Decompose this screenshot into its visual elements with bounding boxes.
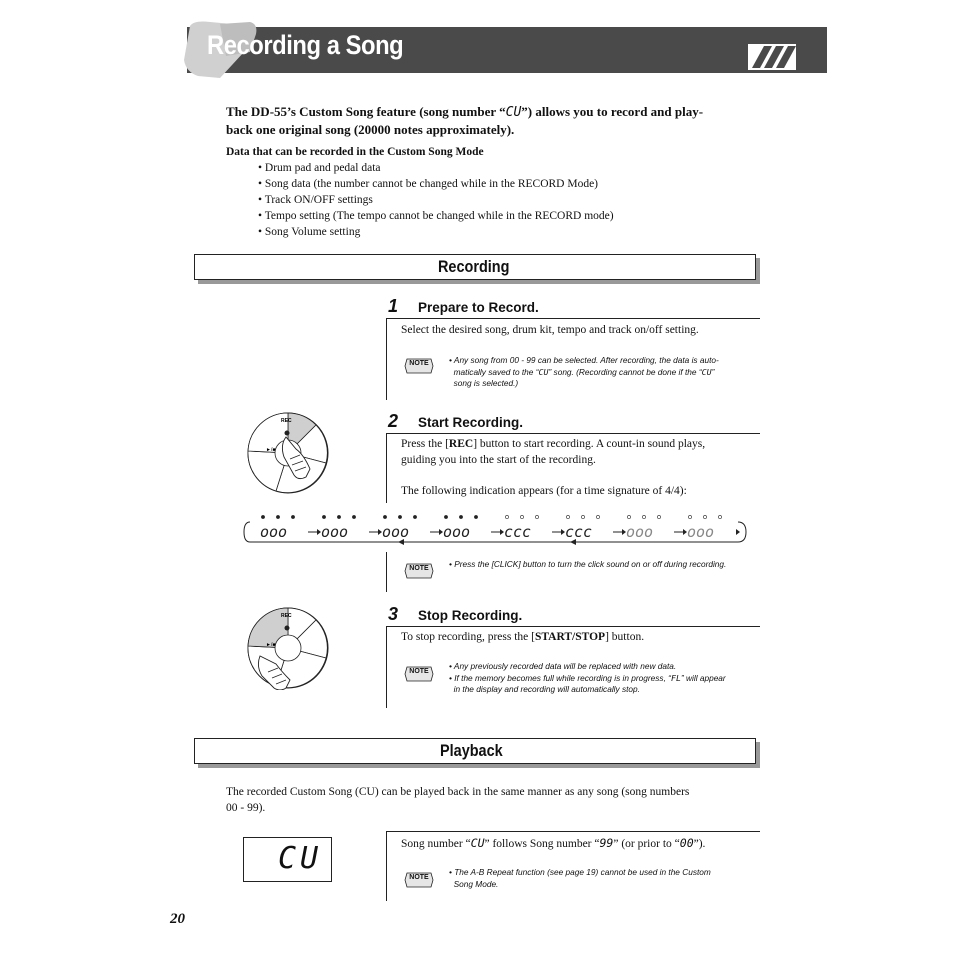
playback-section-header [194,738,756,764]
beat-dot [261,515,264,518]
body-text: ] button to start recording. A count-in sound plays, [473,438,706,450]
beat-dot [688,515,691,518]
note-text: • Any song from 00 - 99 can be selected. After recording, the data is auto- matically saved to the “CU” song. (Recording cannot be done if the “CU” song is selected.) [449,355,719,388]
note-line: in the display and recording will automatically stop. [453,684,640,694]
beat-dot [520,515,523,518]
divider [386,831,387,901]
body-text: ” (or prior to “ [613,838,680,850]
beat-dot [322,515,325,518]
body-text: To stop recording, press the [ [401,631,535,643]
lcd-display [243,837,332,882]
divider [386,318,760,319]
beat-dot [398,515,401,518]
note-text: • Press the [CLICK] button to turn the click sound on or off during recording. [449,559,727,569]
beat-dot [459,515,462,518]
control-dial-start-stop-icon [246,606,330,690]
key-label: REC [448,438,474,450]
beat-dot [383,515,386,518]
note-line: Any song from 00 - 99 can be selected. After recording, the data is auto- [453,355,719,365]
beat-dot [581,515,584,518]
beat-dot [627,515,630,518]
note-text: • The A-B Repeat function (see page 19) cannot be used in the Custom Song Mode. [449,867,711,889]
divider [386,626,387,708]
step-body [401,436,705,468]
note-line: Any previously recorded data will be replaced with new data. [453,661,677,671]
divider [386,831,760,832]
intro-text: The DD-55’s Custom Song feature (song number “ [226,104,506,119]
control-dial-rec-icon [246,411,330,495]
beat-dot [413,515,416,518]
section-title: Playback [440,741,503,760]
playback-step-body [401,835,705,852]
beat-dot [535,515,538,518]
lcd-code: 00 [679,836,694,850]
step-number: 2 [388,411,399,431]
lcd-value: CU [278,841,323,876]
body-text: The recorded Custom Song (CU) can be played back in the same manner as any song (song numbers [226,786,690,798]
lcd-code: 99 [599,836,614,850]
beat-dot [474,515,477,518]
note-line: The A-B Repeat function (see page 19) cannot be used in the Custom [454,867,711,877]
recording-section-header [194,254,756,280]
lcd-code: CU [470,836,485,850]
divider [386,433,387,503]
intro-text: back one original song (20000 notes approximately). [226,122,515,137]
body-text: 00 - 99). [226,802,266,814]
note-label: NOTE [409,668,429,675]
note-line: ” song. (Recording cannot be done if the “ [548,366,702,377]
display-cell: ooo [687,523,715,541]
note-line: ” will appear [680,672,726,683]
display-cell: ooo [321,523,349,541]
divider [386,626,760,627]
intro-paragraph [226,103,746,138]
beat-dot [505,515,508,518]
step-title: Start Recording. [418,415,524,430]
svg-text:REC: REC [281,418,292,424]
list-item: • Tempo setting (The tempo cannot be changed while in the RECORD mode) [258,210,614,222]
display-cell: ccc [565,523,593,541]
divider [386,552,387,592]
body-text: ] button. [605,631,645,643]
page-title: Recording a Song [207,30,404,60]
display-cell: ooo [260,523,288,541]
display-cell: ooo [626,523,654,541]
note-line: ” [711,366,715,377]
playback-paragraph [226,784,746,816]
beat-dot [642,515,645,518]
note-line: song is selected.) [453,378,519,388]
beat-dot [566,515,569,518]
step-body: Select the desired song, drum kit, tempo and track on/off setting. [401,324,699,336]
body-text: ”). [693,838,706,850]
intro-text: ”) allows you to record and play- [521,104,704,119]
step-number: 1 [388,296,399,316]
svg-text:REC: REC [281,613,292,619]
beat-dot [337,515,340,518]
body-text: guiding you into the start of the recording. [401,454,596,466]
list-item: • Track ON/OFF settings [258,194,373,206]
list-item: • Song Volume setting [258,226,361,238]
display-sequence-diagram [240,508,752,548]
step-title: Stop Recording. [418,608,523,623]
display-cell: ooo [443,523,471,541]
data-list-heading: Data that can be recorded in the Custom Song Mode [226,146,484,158]
note-line: Press the [CLICK] button to turn the click sound on or off during recording. [454,559,727,569]
beat-dot [291,515,294,518]
display-cells [260,515,740,541]
intro-code: CU [505,105,522,120]
step-title: Prepare to Record. [418,300,539,315]
note-code: CU [538,366,549,377]
step-number: 3 [388,604,399,624]
body-text: ” follows Song number “ [484,838,600,850]
body-text: Press the [ [401,438,449,450]
beat-dot [276,515,279,518]
display-cell: ccc [504,523,532,541]
step-body: The following indication appears (for a time signature of 4/4): [401,485,687,497]
section-title: Recording [438,257,510,276]
svg-text:►/■: ►/■ [266,642,276,648]
note-label: NOTE [409,565,429,572]
page-number: 20 [170,911,185,927]
step-body [401,629,644,645]
divider [386,433,760,434]
key-label: START/STOP [534,631,606,643]
note-line: If the memory becomes full while recording is in progress, “ [454,672,671,683]
arrow-head-icon [736,529,740,535]
beat-dot [703,515,706,518]
body-text: Song number “ [401,838,471,850]
note-code: CU [701,366,712,377]
beat-dot [444,515,447,518]
divider [386,318,387,400]
svg-text:►/■: ►/■ [266,447,276,453]
display-cell: ooo [382,523,410,541]
data-list [258,160,614,240]
beat-dot [657,515,660,518]
beat-dot [596,515,599,518]
note-code: FL [670,672,681,683]
beat-dot [352,515,355,518]
note-text: • Any previously recorded data will be replaced with new data. • If the memory becomes full while recording is in progress, “FL” will appear in the display and recording will automatically stop. [449,661,726,694]
note-line: matically saved to the “ [453,366,539,377]
list-item: • Song data (the number cannot be changed while in the RECORD Mode) [258,178,599,190]
note-label: NOTE [409,874,429,881]
note-line: Song Mode. [453,878,499,889]
beat-dot [718,515,721,518]
list-item: • Drum pad and pedal data [258,162,381,174]
stripe-decoration-icon [748,44,796,70]
note-label: NOTE [409,360,429,367]
